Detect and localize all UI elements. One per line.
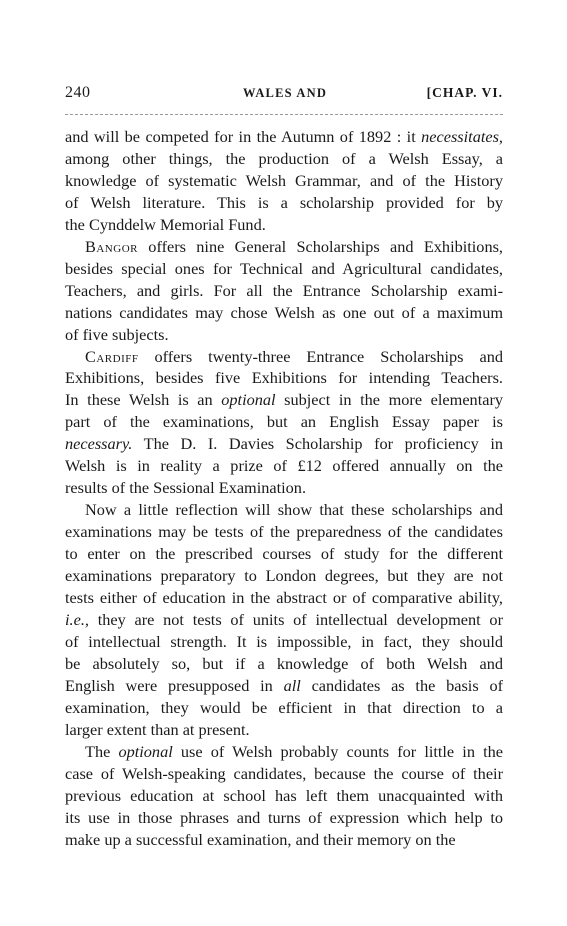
italic-text: optional: [221, 390, 276, 410]
text-line: [65, 763, 503, 785]
text-run: and will be competed for in the Autumn of 1892 : it: [65, 127, 422, 146]
text-run: tests either of education in the abstract or of comparative ability,: [65, 588, 503, 608]
text-run: Exhibitions, besides five Exhibitions for intending Teachers.: [65, 368, 503, 388]
text-line: [65, 631, 503, 653]
text-run: make up a successful examination, and their memory on the: [65, 829, 456, 849]
text-line: [65, 367, 503, 389]
text-run: of Welsh literature. This is a scholarship provided for by: [65, 192, 503, 212]
text-line: [65, 280, 503, 302]
text-line: [65, 697, 503, 719]
body-text: [65, 126, 503, 850]
text-run: Welsh is in reality a prize of £12 offered annually on the: [65, 456, 503, 476]
small-caps-text: Bangor: [85, 236, 138, 256]
text-run: nations candidates may chose Welsh as one out of a maximum: [65, 302, 503, 322]
text-run: larger extent than at present.: [65, 719, 250, 739]
paragraph: [65, 236, 503, 346]
header-divider: [65, 114, 503, 115]
paragraph: [65, 499, 503, 740]
text-line: [65, 499, 503, 521]
text-run: Teachers, and girls. For all the Entrance Scholarship exami-: [65, 280, 503, 300]
text-line: [65, 719, 503, 741]
italic-text: necessitates,: [421, 127, 503, 146]
text-line: [65, 565, 503, 587]
text-run: knowledge of systematic Welsh Grammar, and of the History: [65, 170, 503, 190]
text-run: the Cynddelw Memorial Fund.: [65, 214, 266, 234]
text-line: [65, 433, 503, 455]
page-number: 240: [65, 84, 91, 101]
text-run: among other things, the production of a Welsh Essay, a: [65, 148, 503, 168]
text-run: besides special ones for Technical and Agricultural candidates,: [65, 258, 503, 278]
text-line: [65, 521, 503, 543]
text-run: previous education at school has left them unacquainted with: [65, 785, 503, 805]
text-run: be absolutely so, but if a knowledge of both Welsh and: [65, 653, 503, 673]
text-line: [65, 148, 503, 170]
text-line: [65, 324, 503, 346]
text-line: [65, 389, 503, 411]
small-caps-text: Cardiff: [85, 346, 139, 366]
text-line: [65, 829, 503, 851]
text-line: [65, 411, 503, 433]
text-line: [65, 785, 503, 807]
text-run: to enter on the prescribed courses of study for the different: [65, 544, 503, 564]
text-line: [65, 675, 503, 697]
text-run: examinations preparatory to London degrees, but they are not: [65, 566, 503, 586]
text-line: [65, 214, 503, 236]
text-line: [65, 126, 503, 148]
text-run: they are not tests of units of intellectual development or: [88, 609, 503, 629]
text-run: English were presupposed in: [65, 675, 284, 695]
text-run: case of Welsh-speaking candidates, because the course of their: [65, 763, 503, 783]
italic-text: i.e.,: [65, 609, 89, 629]
text-line: [65, 477, 503, 499]
text-line: [65, 807, 503, 829]
italic-text: necessary.: [65, 434, 133, 454]
text-run: part of the examinations, but an English Essay paper is: [65, 412, 503, 432]
text-line: [65, 741, 503, 763]
italic-text: optional: [118, 741, 173, 761]
text-line: [65, 346, 503, 368]
text-line: [65, 192, 503, 214]
text-line: [65, 258, 503, 280]
text-run: offers twenty-three Entrance Scholarships and: [138, 346, 503, 366]
italic-text: all: [283, 675, 301, 695]
text-run: subject in the more elementary: [275, 390, 503, 410]
text-line: [65, 170, 503, 192]
paragraph: [65, 346, 503, 500]
text-run: its use in those phrases and turns of expression which help to: [65, 807, 503, 827]
text-line: [65, 236, 503, 258]
text-run: offers nine General Scholarships and Exhibitions,: [137, 236, 503, 256]
text-run: of intellectual strength. It is impossible, in fact, they should: [65, 631, 503, 651]
running-head: [65, 84, 503, 106]
paragraph: [65, 126, 503, 236]
text-line: [65, 587, 503, 609]
text-run: of five subjects.: [65, 324, 169, 344]
text-line: [65, 609, 503, 631]
text-run: The: [85, 741, 119, 761]
text-run: use of Welsh probably counts for little in the: [172, 741, 503, 761]
chapter-reference: [CHAP. VI.: [426, 85, 503, 100]
text-line: [65, 455, 503, 477]
paragraph: [65, 741, 503, 851]
running-title: WALES AND: [243, 86, 328, 100]
text-run: examination, they would be efficient in that direction to a: [65, 697, 503, 717]
text-run: results of the Sessional Examination.: [65, 478, 307, 498]
text-line: [65, 302, 503, 324]
text-run: candidates as the basis of: [300, 675, 503, 695]
text-run: examinations may be tests of the preparedness of the candidates: [65, 522, 503, 542]
text-run: The D. I. Davies Scholarship for proficiency in: [132, 434, 503, 454]
text-run: Now a little reflection will show that these scholarships and: [85, 500, 503, 520]
text-run: In these Welsh is an: [65, 390, 222, 410]
text-line: [65, 653, 503, 675]
text-line: [65, 543, 503, 565]
